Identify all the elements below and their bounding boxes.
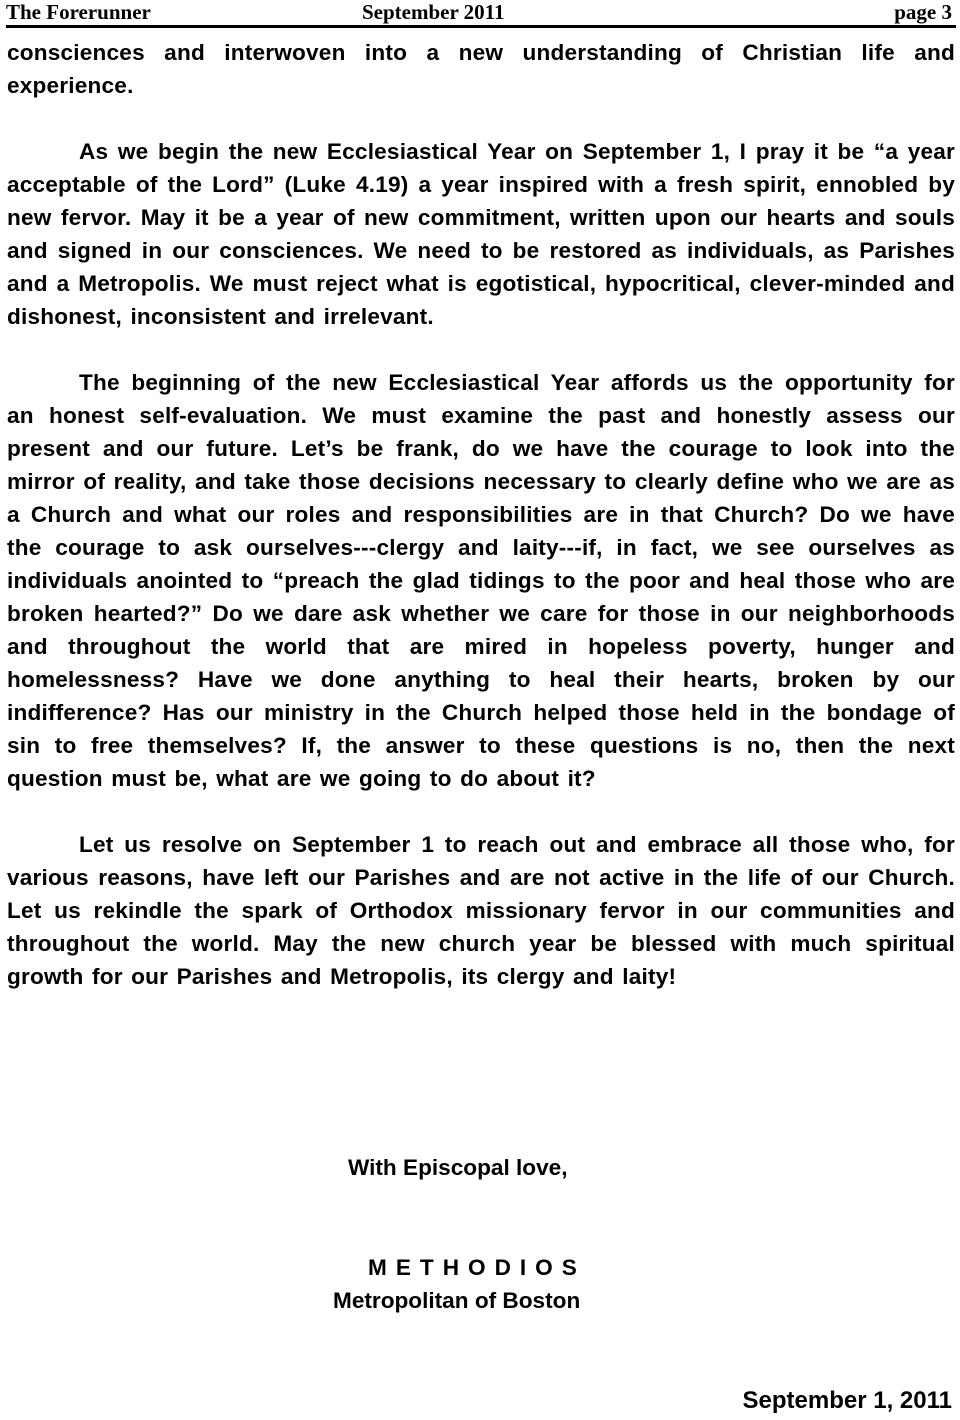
page-number: page 3 <box>894 0 952 24</box>
header-rule <box>6 25 956 28</box>
paragraph-new-year: As we begin the new Ecclesiastical Year on September 1, I pray it be “a year acceptable of the Lord” (Luke 4.19) a year inspired with a fresh spirit, ennobled by new fervor. May it be a year of new commitment, written upon our hearts and souls and signed in our consciences. We need to be restored as individuals, as Parishes and a Metropolis. We must reject what is egotistical, hypocritical, clever-minded and dishonest, inconsistent and irrelevant. <box>7 139 955 329</box>
publication-name: The Forerunner <box>6 0 151 24</box>
page-header <box>6 0 954 26</box>
issue-date: September 2011 <box>362 0 505 24</box>
paragraph-self-evaluation: The beginning of the new Ecclesiastical Year affords us the opportunity for an honest self-evaluation. We must examine the past and honestly assess our present and our future. Let’s be frank, do we have the courage to look into the mirror of reality, and take those decisions necessary to clearly define who we are as a Church and what our roles and responsibilities are in that Church? Do we have the courage to ask ourselves---clergy and laity---if, in fact, we see ourselves as individuals anointed to “preach the glad tidings to the poor and heal those who are broken hearted?” Do we dare ask whether we care for those in our neighborhoods and throughout the world that are mired in hopeless poverty, hunger and homelessness? Have we done anything to heal their hearts, broken by our indifference? Has our ministry in the Church helped those held in the bondage of sin to free themselves? If, the answer to these questions is no, then the next question must be, what are we going to do about it? <box>7 370 955 791</box>
signatory-title: Metropolitan of Boston <box>333 1288 581 1313</box>
letter-body <box>7 36 955 1026</box>
paragraph-resolve: Let us resolve on September 1 to reach out and embrace all those who, for various reasons, have left our Parishes and are not active in the life of our Church. Let us rekindle the spark of Orthodox missionary fervor in our communities and throughout the world. May the new church year be blessed with much spiritual growth for our Parishes and Metropolis, its clergy and laity! <box>7 832 955 989</box>
signatory-name: METHODIOS <box>368 1255 586 1280</box>
footer-date: September 1, 2011 <box>742 1387 952 1414</box>
closing-salutation: With Episcopal love, <box>348 1155 568 1180</box>
paragraph-continuation: consciences and interwoven into a new understanding of Christian life and experience. <box>7 40 955 98</box>
